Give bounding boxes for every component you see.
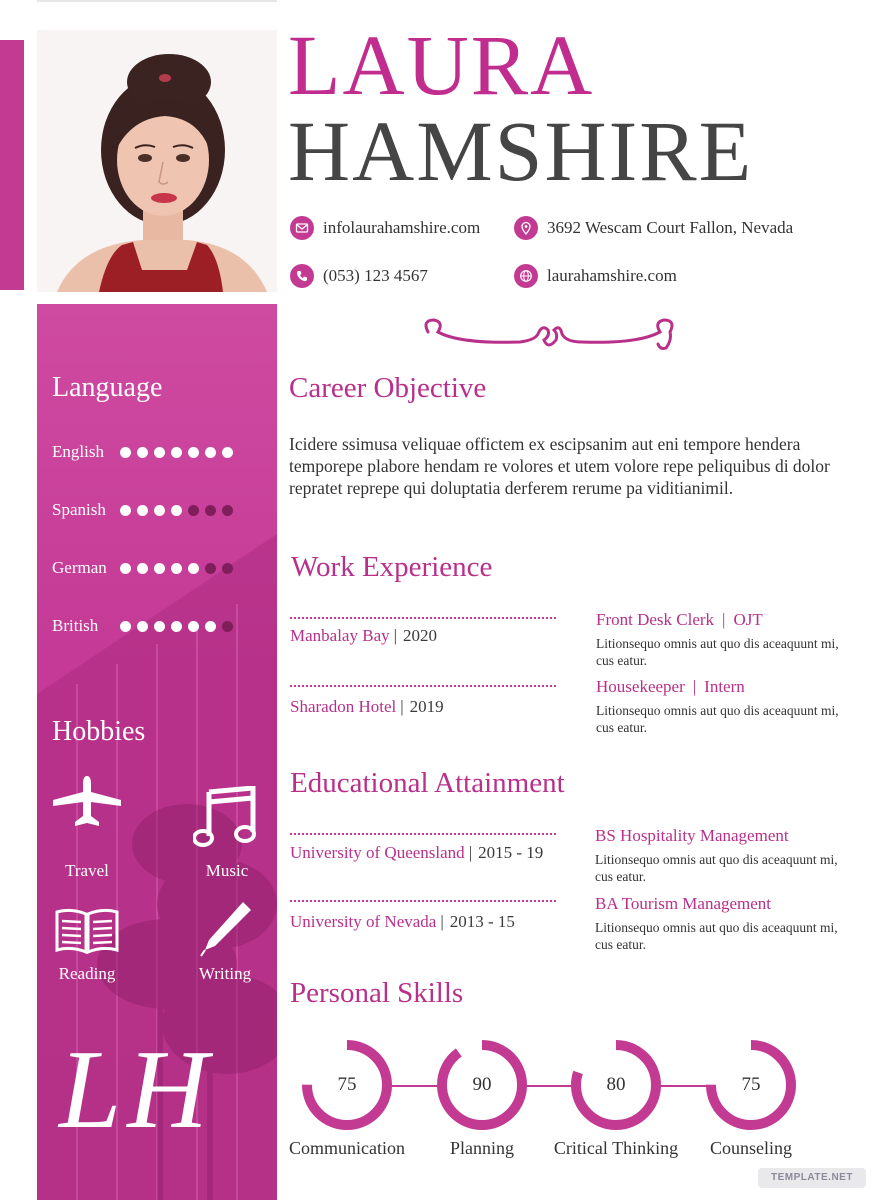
book-icon bbox=[55, 908, 119, 954]
rating-dot-filled bbox=[154, 447, 165, 458]
globe-icon bbox=[514, 264, 538, 288]
skill-gauge bbox=[437, 1040, 527, 1130]
rating-dot-filled bbox=[137, 621, 148, 632]
work-role-type: OJT bbox=[733, 610, 763, 629]
address-text: 3692 Wescam Court Fallon, Nevada bbox=[547, 218, 794, 237]
watermark: TEMPLATE.NET bbox=[758, 1168, 866, 1188]
location-pin-icon bbox=[514, 216, 538, 240]
rating-dot-empty bbox=[222, 505, 233, 516]
rating-dot-filled bbox=[205, 621, 216, 632]
skill-label: Counseling bbox=[709, 1138, 792, 1158]
work-year: 2019 bbox=[409, 697, 444, 716]
skill-gauge bbox=[706, 1040, 796, 1130]
work-role-type: Intern bbox=[704, 677, 745, 696]
rating-dot-filled bbox=[188, 447, 199, 458]
rating-dot-filled bbox=[120, 505, 131, 516]
hobbies-heading: Hobbies bbox=[52, 716, 146, 747]
rating-dot-filled bbox=[120, 563, 131, 574]
education-place bbox=[290, 843, 543, 863]
rating-dot-filled bbox=[120, 621, 131, 632]
work-place-name: Manbalay Bay bbox=[290, 626, 390, 645]
education-school: University of Queensland bbox=[290, 843, 465, 862]
language-row-english bbox=[52, 442, 267, 462]
dotted-divider bbox=[290, 833, 556, 835]
skill-value: 90 bbox=[472, 1074, 492, 1095]
last-name: HAMSHIRE bbox=[288, 103, 754, 199]
education-school: University of Nevada bbox=[290, 912, 437, 931]
work-description: Litionsequo omnis aut quo dis aceaquunt mi, cus eatur. bbox=[596, 636, 839, 668]
rating-dot-filled bbox=[205, 447, 216, 458]
education-degree: BS Hospitality Management bbox=[595, 826, 789, 845]
email-text: infolaurahamshire.com bbox=[323, 218, 481, 237]
contact-email[interactable] bbox=[290, 216, 480, 240]
career-objective-heading: Career Objective bbox=[289, 372, 487, 404]
education-place bbox=[290, 912, 515, 932]
rating-dot-filled bbox=[171, 505, 182, 516]
rating-dot-empty bbox=[205, 563, 216, 574]
skill-value: 75 bbox=[337, 1074, 357, 1095]
rating-dot-filled bbox=[171, 447, 182, 458]
work-description: Litionsequo omnis aut quo dis aceaquunt mi, cus eatur. bbox=[596, 703, 839, 735]
pen-icon bbox=[199, 900, 253, 958]
contact-address bbox=[514, 216, 793, 240]
website-text: laurahamshire.com bbox=[547, 266, 677, 285]
language-name: English bbox=[52, 442, 104, 461]
accent-bar bbox=[0, 40, 24, 290]
email-icon bbox=[290, 216, 314, 240]
skill-label: Critical Thinking bbox=[553, 1138, 679, 1158]
skill-gauge bbox=[571, 1040, 661, 1130]
separator: | bbox=[440, 912, 444, 931]
language-heading: Language bbox=[52, 372, 163, 403]
separator: | bbox=[692, 677, 697, 696]
work-role-title: Front Desk Clerk bbox=[596, 610, 715, 629]
rating-dot-empty bbox=[188, 505, 199, 516]
rating-dot-filled bbox=[137, 505, 148, 516]
dotted-divider bbox=[290, 685, 556, 687]
language-rating bbox=[120, 621, 233, 632]
work-role-title: Housekeeper bbox=[596, 677, 685, 696]
profile-photo bbox=[37, 30, 277, 292]
work-place-name: Sharadon Hotel bbox=[290, 697, 397, 716]
language-row-spanish bbox=[52, 500, 267, 520]
work-year: 2020 bbox=[403, 626, 438, 645]
language-row-british bbox=[52, 616, 267, 636]
rating-dot-empty bbox=[205, 505, 216, 516]
hobby-label-music: Music bbox=[205, 861, 249, 880]
skill-label: Communication bbox=[289, 1138, 405, 1158]
rating-dot-filled bbox=[154, 563, 165, 574]
phone-text: (053) 123 4567 bbox=[323, 266, 428, 285]
rating-dot-filled bbox=[188, 621, 199, 632]
contact-phone[interactable] bbox=[290, 264, 428, 288]
language-name: British bbox=[52, 616, 99, 635]
rating-dot-filled bbox=[154, 621, 165, 632]
rating-dot-filled bbox=[188, 563, 199, 574]
language-rating bbox=[120, 505, 233, 516]
skill-label: Planning bbox=[449, 1138, 514, 1158]
rating-dot-filled bbox=[154, 505, 165, 516]
monogram: LH bbox=[59, 1028, 215, 1152]
rating-dot-filled bbox=[171, 563, 182, 574]
hobby-label-writing: Writing bbox=[198, 964, 252, 983]
language-name: German bbox=[52, 558, 107, 577]
language-rating bbox=[120, 563, 233, 574]
music-note-icon bbox=[193, 786, 259, 848]
hobby-label-reading: Reading bbox=[58, 964, 116, 983]
flourish-divider bbox=[420, 314, 678, 358]
work-role bbox=[596, 677, 745, 697]
top-divider bbox=[37, 0, 277, 2]
dotted-divider bbox=[290, 900, 556, 902]
skill-value: 80 bbox=[606, 1074, 626, 1095]
language-name: Spanish bbox=[52, 500, 106, 519]
first-name: LAURA bbox=[288, 17, 595, 113]
dotted-divider bbox=[290, 617, 556, 619]
work-place bbox=[290, 626, 437, 646]
education-description: Litionsequo omnis aut quo dis aceaquunt mi, cus eatur. bbox=[595, 920, 838, 952]
sidebar bbox=[37, 304, 277, 1200]
education-heading: Educational Attainment bbox=[290, 767, 565, 799]
rating-dot-filled bbox=[222, 447, 233, 458]
work-place bbox=[290, 697, 444, 717]
career-objective-text: Icidere ssimusa veliquae offictem ex escipsanim aut eni tempore hendera temporepe plabore hendam re volores et utem volore repe peliquibus di dolor repratet reprepe qui doluptatia derferem rerume pa viditianimil. bbox=[289, 434, 830, 498]
rating-dot-filled bbox=[137, 563, 148, 574]
skills-connector-line bbox=[345, 1085, 750, 1087]
contact-website[interactable] bbox=[514, 264, 677, 288]
education-degree: BA Tourism Management bbox=[595, 894, 772, 913]
language-row-german bbox=[52, 558, 267, 578]
personal-skills-heading: Personal Skills bbox=[290, 977, 464, 1009]
airplane-icon bbox=[51, 774, 123, 828]
separator: | bbox=[400, 697, 404, 716]
rating-dot-empty bbox=[222, 621, 233, 632]
education-year: 2015 - 19 bbox=[478, 843, 544, 862]
separator: | bbox=[468, 843, 473, 862]
rating-dot-empty bbox=[222, 563, 233, 574]
phone-icon bbox=[290, 264, 314, 288]
language-rating bbox=[120, 447, 233, 458]
education-year: 2013 - 15 bbox=[449, 912, 515, 931]
rating-dot-filled bbox=[137, 447, 148, 458]
rating-dot-filled bbox=[120, 447, 131, 458]
separator: | bbox=[393, 626, 398, 645]
work-experience-heading: Work Experience bbox=[291, 551, 493, 583]
rating-dot-filled bbox=[171, 621, 182, 632]
education-description: Litionsequo omnis aut quo dis aceaquunt mi, cus eatur. bbox=[595, 852, 838, 884]
separator: | bbox=[722, 610, 726, 629]
hobby-label-travel: Travel bbox=[65, 861, 109, 880]
skill-value: 75 bbox=[741, 1074, 761, 1095]
work-role bbox=[596, 610, 763, 630]
skill-gauge bbox=[302, 1040, 392, 1130]
